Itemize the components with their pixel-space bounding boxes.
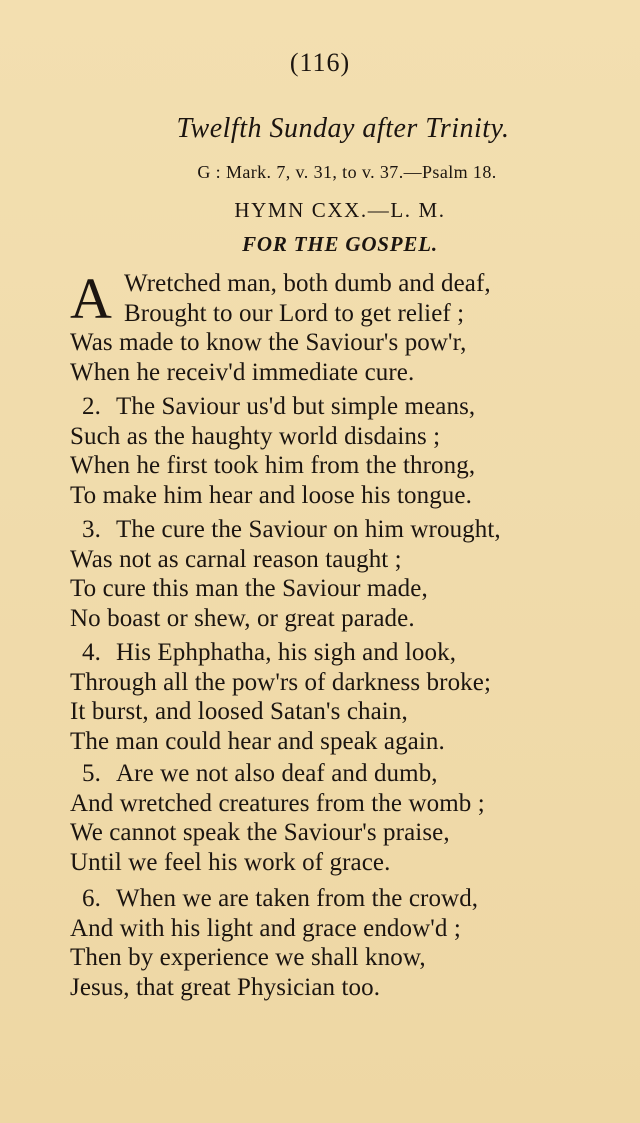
verse-line bbox=[82, 638, 630, 668]
verse-line bbox=[82, 759, 630, 789]
verse-line: When he first took him from the throng, bbox=[70, 452, 476, 479]
verse-text: The cure the Saviour on him wrought, bbox=[116, 516, 501, 543]
verse-line: When he receiv'd immediate cure. bbox=[70, 358, 415, 386]
verse-line: Through all the pow'rs of darkness broke; bbox=[70, 668, 492, 696]
verse-line: And wretched creatures from the womb ; bbox=[70, 789, 485, 817]
verse-line: Until we feel his work of grace. bbox=[70, 848, 391, 876]
verse-line bbox=[82, 515, 630, 545]
stanza-1 bbox=[70, 266, 630, 387]
verse-line: The man could hear and speak again. bbox=[70, 727, 445, 755]
verse-line: Jesus, that great Physician too. bbox=[70, 973, 381, 1001]
stanza-5 bbox=[70, 759, 630, 877]
stanza-number: 2. bbox=[82, 393, 101, 420]
page-number: (116) bbox=[289, 48, 351, 77]
verse-line: Brought to our Lord to get relief ; bbox=[124, 299, 465, 327]
verse-text: His Ephphatha, his sigh and look, bbox=[116, 639, 457, 666]
verse-line: Wretched man, both dumb and deaf, bbox=[124, 270, 491, 297]
stanza-number: 4. bbox=[82, 639, 101, 666]
stanza-6 bbox=[70, 884, 630, 1002]
verse-line: To cure this man the Saviour made, bbox=[70, 575, 428, 602]
verse-line: Then by experience we shall know, bbox=[70, 944, 426, 971]
verse-line bbox=[82, 884, 630, 914]
verse-line: Was not as carnal reason taught ; bbox=[70, 545, 402, 573]
hymn-subheading: FOR THE GOSPEL. bbox=[242, 232, 438, 256]
verse-line: It burst, and loosed Satan's chain, bbox=[70, 698, 408, 725]
stanza-2 bbox=[70, 392, 630, 510]
hymn-heading: HYMN CXX.—L. M. bbox=[234, 198, 446, 222]
stanza-4 bbox=[70, 638, 630, 756]
verse-text: Are we not also deaf and dumb, bbox=[116, 760, 438, 787]
stanza-3 bbox=[70, 515, 630, 633]
verse-line: Was made to know the Saviour's pow'r, bbox=[70, 329, 467, 356]
verse-line: No boast or shew, or great parade. bbox=[70, 604, 415, 632]
scripture-reading: G : Mark. 7, v. 31, to v. 37.—Psalm 18. bbox=[197, 162, 497, 182]
verse-line: We cannot speak the Saviour's praise, bbox=[70, 819, 450, 846]
stanza-number: 6. bbox=[82, 885, 101, 912]
verse-line: To make him hear and loose his tongue. bbox=[70, 481, 472, 509]
verse-line: Such as the haughty world disdains ; bbox=[70, 422, 441, 450]
verse-text: The Saviour us'd but simple means, bbox=[116, 393, 476, 420]
stanza-number: 5. bbox=[82, 760, 101, 787]
verse-line bbox=[82, 392, 630, 422]
stanza-number: 3. bbox=[82, 516, 101, 543]
verse-text: When we are taken from the crowd, bbox=[116, 885, 479, 912]
page-title: Twelfth Sunday after Trinity. bbox=[176, 113, 510, 144]
verse-line: And with his light and grace endow'd ; bbox=[70, 914, 461, 942]
drop-cap: A bbox=[70, 266, 112, 331]
